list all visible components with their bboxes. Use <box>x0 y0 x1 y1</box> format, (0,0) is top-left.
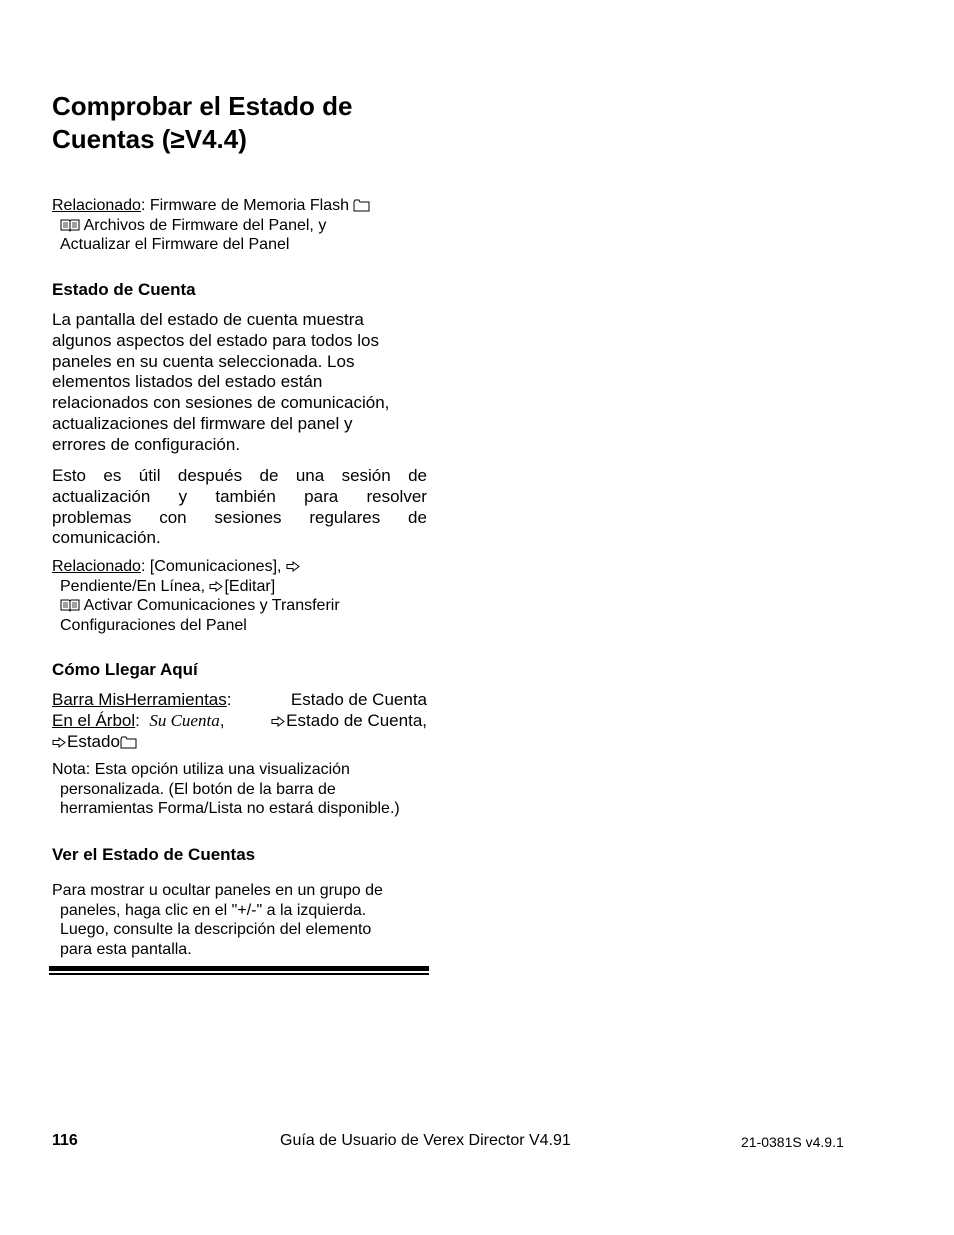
section-end-rule-thin <box>49 973 429 975</box>
paragraph-util: Esto es útil después de una sesión de actualización y también para resolver problemas con sesiones regulares de comunicación. <box>52 466 427 548</box>
related-block-1: Relacionado: Firmware de Memoria Flash Archivos de Firmware del Panel, y Actualizar el Firmware del Panel <box>52 196 432 255</box>
justified-line: Esto es útil después de una sesión de <box>52 466 427 485</box>
book-icon <box>60 218 80 232</box>
navigation-paths: Barra MisHerramientas: Estado de Cuenta En el Árbol: Su Cuenta, Estado de Cuenta, Estado <box>52 690 427 751</box>
paragraph-ver-estado: Para mostrar u ocultar paneles en un grupo de paneles, haga clic en el "+/-" a la izquierda. Luego, consulte la descripción del elemento para esta pantalla. <box>52 882 383 958</box>
justified-line: actualización y también para resolver <box>52 486 427 506</box>
tree-link[interactable]: En el Árbol <box>52 710 136 730</box>
folder-icon <box>353 199 370 212</box>
heading-como-llegar: Cómo Llegar Aquí <box>52 660 198 679</box>
arrow-right-icon <box>52 737 66 748</box>
justified-line: problemas con sesiones regulares de <box>52 507 427 527</box>
section-end-rule <box>49 966 429 971</box>
book-icon <box>60 598 80 612</box>
title-line-2-end: V4.4) <box>184 124 247 154</box>
page-title <box>52 90 353 156</box>
note: Nota: Esta opción utiliza una visualización personalizada. (El botón de la barra de herramientas Forma/Lista no estará disponible.) <box>52 761 400 818</box>
toolbar-link[interactable]: Barra MisHerramientas <box>52 690 227 709</box>
footer-guide-title: Guía de Usuario de Verex Director V4.91 <box>280 1132 571 1149</box>
folder-icon <box>120 736 137 749</box>
related-link[interactable]: Relacionado <box>52 558 141 575</box>
heading-ver-estado: Ver el Estado de Cuentas <box>52 845 256 864</box>
arrow-right-icon <box>271 716 285 727</box>
related-block-2: Relacionado: [Comunicaciones], Pendiente/En Línea, [Editar] Activar Comunicaciones y Transferir Configuraciones del Panel <box>52 558 340 634</box>
page-number: 116 <box>52 1132 78 1149</box>
footer-doc-code: 21-0381S v4.9.1 <box>741 1134 844 1150</box>
arrow-right-icon <box>209 581 223 592</box>
title-line-2: Cuentas ( <box>52 124 171 154</box>
heading-estado-de-cuenta: Estado de Cuenta <box>52 280 196 299</box>
title-line-1: Comprobar el Estado de <box>52 91 353 121</box>
paragraph-estado: La pantalla del estado de cuenta muestra algunos aspectos del estado para todos los paneles en su cuenta seleccionada. Los elementos listados del estado están relacionados con sesiones de comunicación, actualizaciones del firmware del panel y errores de configuración. <box>52 310 390 454</box>
title-symbol: ≥ <box>170 124 185 154</box>
arrow-right-icon <box>286 561 300 572</box>
related-link[interactable]: Relacionado <box>52 197 141 214</box>
